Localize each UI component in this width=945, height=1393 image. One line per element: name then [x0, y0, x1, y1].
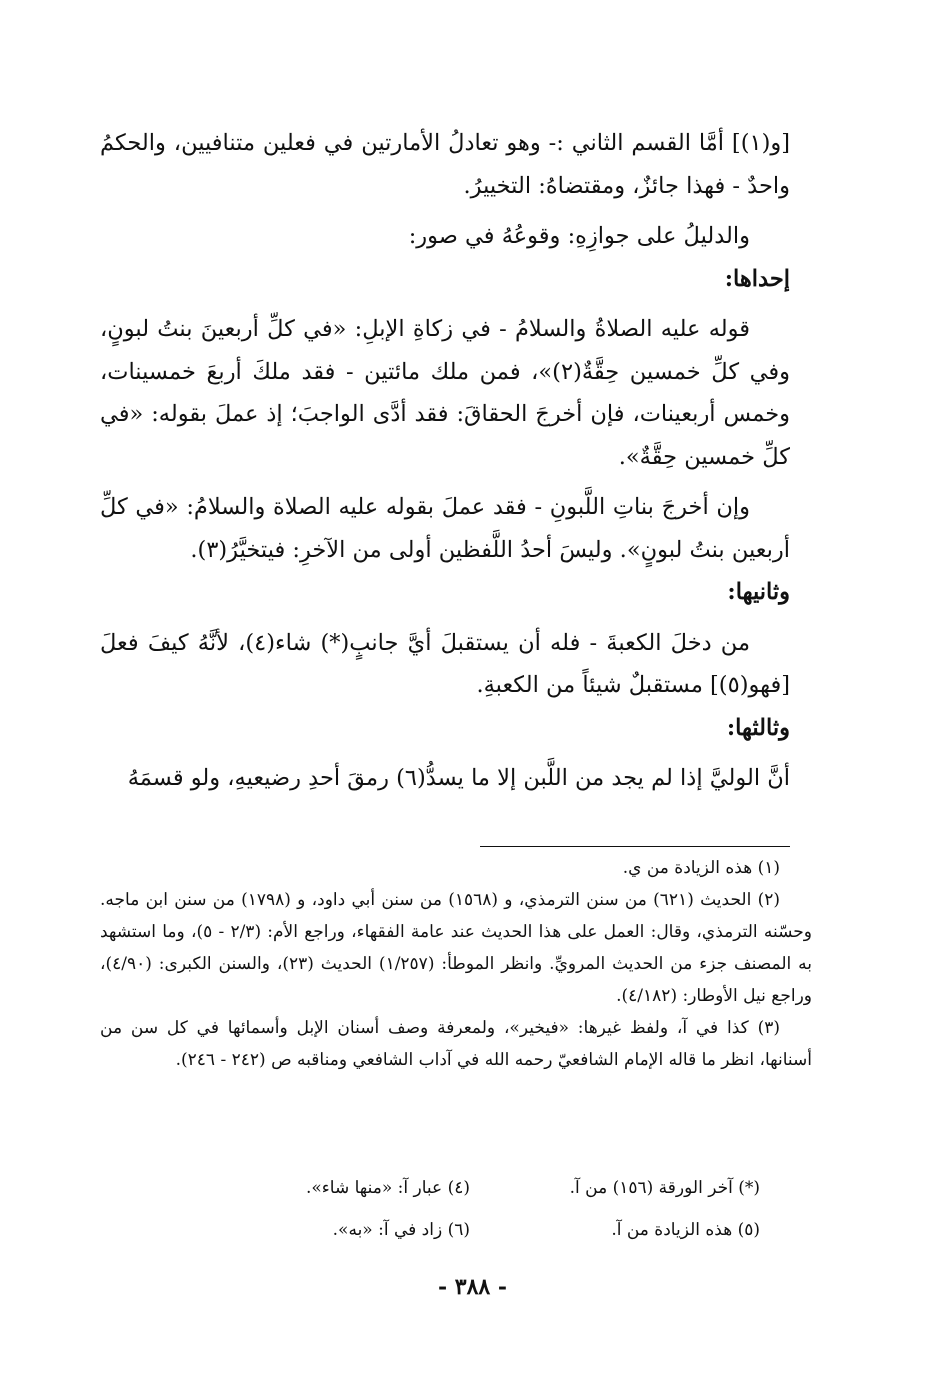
- paragraph: والدليلُ على جوازِهِ: وقوعُهُ في صور:: [408, 223, 750, 249]
- section-heading: وثانيها:: [727, 579, 790, 605]
- footnote-divider: [480, 846, 790, 847]
- footnote: (٣) كذا في آ، ولفظ غيرها: «فيخير»، ولمعرفة وصف أسنان الإبل وأسمائها في كل سن من أسنانها، انظر ما قاله الإمام الشافعيّ رحمه الله في آداب الشافعي ومناقبه ص (٢٤٢ - ٢٤٦).: [100, 1018, 812, 1070]
- page-number: - ٣٨٨ -: [437, 1274, 508, 1300]
- footnote: (٦) زاد في آ: «به».: [332, 1220, 470, 1240]
- paragraph: [و(١)] أمَّا القسم الثاني :- وهو تعادلُ الأمارتين في فعلين متنافيين، والحكمُ واحدٌ - فهذا جائزٌ، ومقتضاهُ: التخييرُ.: [100, 130, 790, 199]
- paragraph: أنَّ الوليَّ إذا لم يجد من اللَّبن إلا ما يسدُّ(٦) رمقَ أحدِ رضيعيهِ، ولو قسمَهُ: [127, 765, 790, 791]
- section-heading: وثالثها:: [726, 714, 790, 741]
- section-heading: إحداها:: [724, 265, 790, 292]
- paragraph: من دخلَ الكعبةَ - فله أن يستقبلَ أيَّ جانبٍ(*) شاء(٤)، لأنَّهُ كيفَ فعلَ [فهو(٥)] مستقبلٌ شيئاً من الكعبةِ.: [100, 629, 790, 698]
- footnotes: [100, 852, 812, 1076]
- footnote: (٤) عبار آ: «منها شاء».: [305, 1178, 470, 1198]
- main-text: [100, 122, 790, 800]
- paragraph: قوله عليه الصلاةُ والسلامُ - في زكاةِ الإبلِ: «في كلِّ أربعينَ بنتُ لبونٍ، وفي كلِّ خمسين حِقَّةٌ(٢)»، فمن ملك مائتين - فقد ملكَ أربعَ خمسينات، وخمس أربعينات، فإن أخرجَ الحقاقَ: فقد أدَّى الواجبَ؛ إذ عملَ بقوله: «في كلِّ خمسين حِقَّةٌ».: [100, 316, 790, 470]
- footnote-row: [100, 1172, 760, 1204]
- footnote-row: [100, 1214, 760, 1246]
- footnote: (٢) الحديث (٦٢١) من سنن الترمذي، و (١٥٦٨) من سنن أبي داود، و (١٧٩٨) من سنن ابن ماجه. وحسّنه الترمذي، وقال: العمل على هذا الحديث عند عامة الفقهاء، وراجع الأم: (٢/٣ - ٥)، وما استشهد به المصنف جزء من الحديث المرويِّ. وانظر الموطأ: (١/٢٥٧) الحديث (٢٣)، والسنن الكبرى: (٤/٩٠)، وراجع نيل الأوطار: (٤/١٨٢).: [100, 890, 812, 1006]
- footnote: (٥) هذه الزيادة من آ.: [611, 1220, 760, 1240]
- footnote: (*) آخر الورقة (١٥٦) من آ.: [569, 1178, 760, 1198]
- footnote: (١) هذه الزيادة من ي.: [622, 858, 780, 878]
- paragraph: وإن أخرجَ بناتِ اللَّبونِ - فقد عملَ بقوله عليه الصلاة والسلامُ: «في كلِّ أربعين بنتُ لبونٍ». وليسَ أحدُ اللَّفظين أولى من الآخرِ: فيتخيَّرُ(٣).: [100, 494, 790, 563]
